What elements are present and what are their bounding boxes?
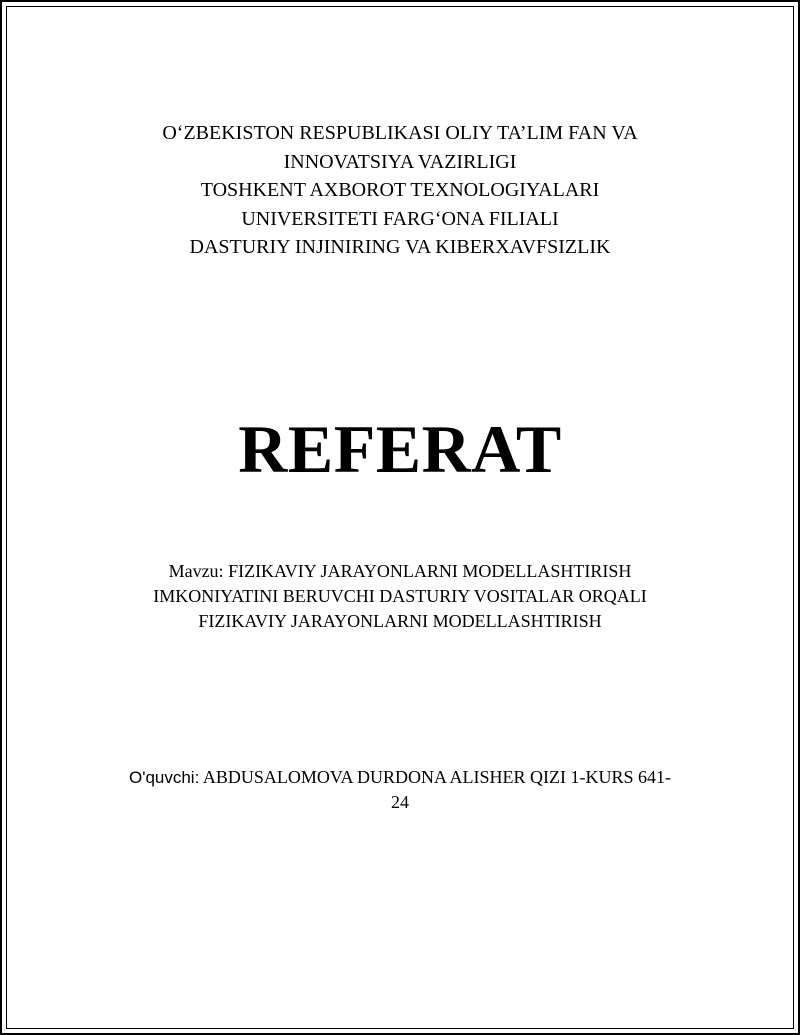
header-line-1: O‘ZBEKISTON RESPUBLIKASI OLIY TA’LIM FAN VA xyxy=(162,122,638,144)
student-block xyxy=(0,765,800,815)
document-title: REFERAT xyxy=(238,411,562,487)
header-line-5: DASTURIY INJINIRING VA KIBERXAVFSIZLIK xyxy=(189,236,611,258)
header-line-2: INNOVATSIYA VAZIRLIGI xyxy=(283,150,517,173)
topic-line-3: FIZIKAVIY JARAYONLARNI MODELLASHTIRISH xyxy=(198,611,602,631)
topic-block xyxy=(0,559,800,634)
institution-header xyxy=(0,119,800,262)
topic-line-2: IMKONIYATINI BERUVCHI DASTURIY VOSITALAR ORQALI xyxy=(153,586,647,606)
student-line-2: 24 xyxy=(391,792,409,812)
topic-line-1: Mavzu: FIZIKAVIY JARAYONLARNI MODELLASHTIRISH xyxy=(168,561,632,581)
student-info: ABDUSALOMOVA DURDONA ALISHER QIZI 1-KURS 641- xyxy=(202,767,672,787)
header-line-3: TOSHKENT AXBOROT TEXNOLOGIYALARI xyxy=(200,179,600,201)
student-line-1 xyxy=(0,765,800,790)
header-line-4: UNIVERSITETI FARG‘ONA FILIALI xyxy=(241,207,559,230)
student-label: O'quvchi: xyxy=(128,768,200,787)
